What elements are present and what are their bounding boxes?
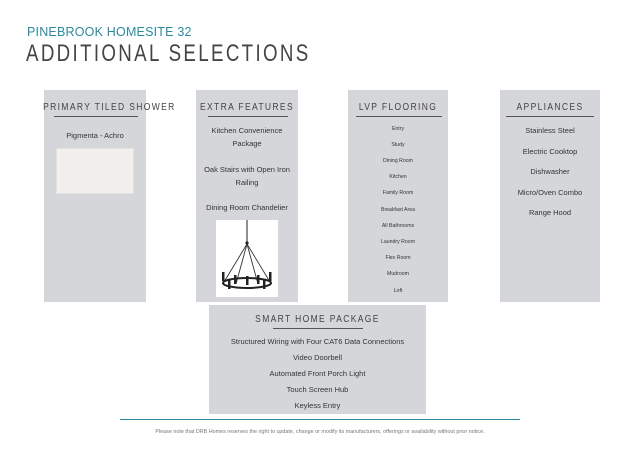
lvp-flooring-title: LVP FLOORING bbox=[358, 102, 438, 113]
footer-divider bbox=[120, 419, 520, 420]
lvp-item: All Bathrooms bbox=[381, 223, 415, 229]
shower-item: Pigmenta - Achro bbox=[66, 131, 124, 140]
appliance-item: Electric Cooktop bbox=[522, 147, 578, 156]
lvp-item: Mudroom bbox=[387, 271, 409, 277]
smart-item: Keyless Entry bbox=[294, 401, 341, 410]
extra-features-divider bbox=[208, 116, 288, 117]
appliance-item: Stainless Steel bbox=[525, 126, 575, 135]
extra-item-3: Oak Stairs with Open Iron bbox=[204, 165, 290, 174]
lvp-flooring-divider bbox=[356, 116, 442, 117]
lvp-item: Loft bbox=[393, 288, 403, 294]
appliance-item: Range Hood bbox=[528, 208, 572, 217]
disclaimer-note: Please note that DRB Homes reserves the right to update, change or modify its manufacturers, offerings or availability without prior notice. bbox=[155, 429, 485, 435]
shower-divider bbox=[54, 116, 138, 117]
appliances-title: APPLIANCES bbox=[516, 102, 584, 113]
lvp-item: Entry bbox=[391, 126, 405, 132]
lvp-flooring-card bbox=[348, 90, 448, 302]
page-title: ADDITIONAL SELECTIONS bbox=[26, 40, 311, 67]
lvp-item: Breakfast Area bbox=[380, 207, 416, 213]
lvp-item: Flex Room bbox=[385, 255, 411, 261]
lvp-item: Study bbox=[391, 142, 405, 148]
lvp-item: Dining Room bbox=[383, 158, 413, 164]
extra-features-card bbox=[196, 90, 298, 302]
extra-features-title: EXTRA FEATURES bbox=[199, 102, 294, 113]
smart-item: Structured Wiring with Four CAT6 Data Connections bbox=[230, 337, 405, 346]
smart-home-title: SMART HOME PACKAGE bbox=[255, 314, 380, 325]
lvp-item: Laundry Room bbox=[380, 239, 416, 245]
homesite-subtitle: PINEBROOK HOMESITE 32 bbox=[27, 25, 192, 39]
shower-card bbox=[43, 90, 176, 302]
appliance-item: Micro/Oven Combo bbox=[517, 188, 583, 197]
extra-item-4: Railing bbox=[235, 178, 259, 187]
tile-swatch-image bbox=[56, 148, 134, 194]
appliances-divider bbox=[506, 116, 594, 117]
smart-home-divider bbox=[273, 328, 363, 329]
smart-item: Touch Screen Hub bbox=[286, 385, 349, 394]
lvp-item: Kitchen bbox=[389, 174, 407, 180]
chandelier-image bbox=[216, 220, 278, 297]
appliance-item: Dishwasher bbox=[530, 167, 570, 176]
smart-item: Automated Front Porch Light bbox=[269, 369, 366, 378]
appliances-card bbox=[500, 90, 600, 302]
extra-item-2: Package bbox=[232, 139, 262, 148]
extra-item-5: Dining Room Chandelier bbox=[206, 203, 288, 212]
extra-item-1: Kitchen Convenience bbox=[211, 126, 283, 135]
lvp-item: Family Room bbox=[382, 190, 414, 196]
shower-card-title: PRIMARY TILED SHOWER bbox=[43, 102, 176, 113]
smart-home-card bbox=[209, 305, 426, 414]
smart-item: Video Doorbell bbox=[292, 353, 343, 362]
